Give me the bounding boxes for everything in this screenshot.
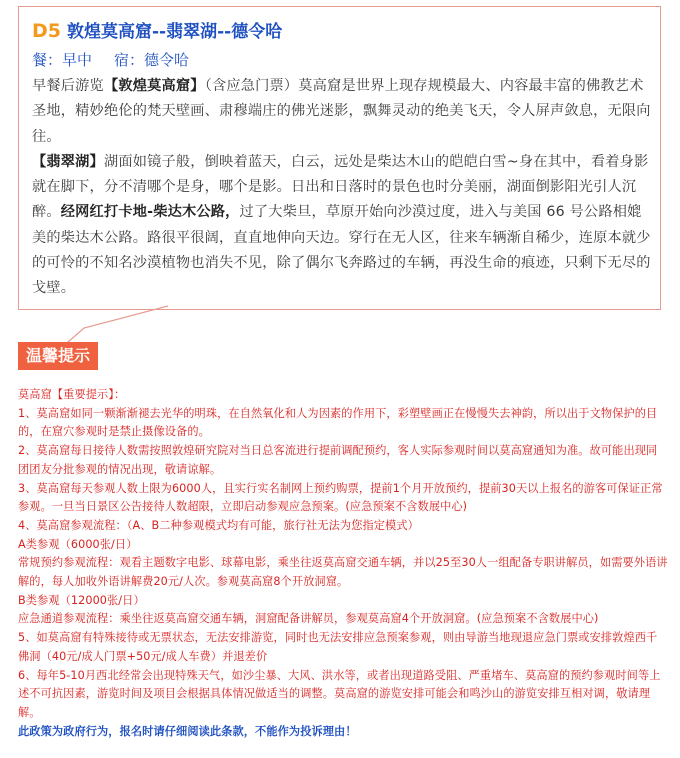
tips-badge: 温馨提示 (18, 342, 98, 370)
note-item: 2、莫高窟每日接待人数需按照敦煌研究院对当日总客流进行提前调配预约，客人实际参观时间以莫高窟通知为准。故可能出现同团团友分批参观的情况出现，敬请谅解。 (18, 444, 658, 476)
description-paragraph-2: 【翡翠湖】湖面如镜子般，倒映着蓝天，白云，远处是柴达木山的皑皑白雪~身在其中，看着身影就在脚下，分不清哪个是身，哪个是影。日出和日落时的景色也时分美丽，湖面倒影阳光引人沉醉。经网红打卡地-柴达木公路，过了大柴旦，草原开始向沙漠过度，进入与美国 66 号公路相媲美的柴达木公路。路很平很阔，直直地伸向天边。穿行在无人区，往来车辆渐自稀少，连原本就少的可怜的不知名沙漠植物也消失不见，除了偶尔飞奔路过的车辆，再没生命的痕迹，只剩下无尽的戈壁。 (32, 153, 651, 297)
description-paragraph-1: 早餐后游览【敦煌莫高窟】（含应急门票）莫高窟是世界上现存规模最大、内容最丰富的佛教艺术圣地，精妙绝伦的梵天壁画、肃穆端庄的佛光迷影，飘舞灵动的绝美飞天，令人屏声敛息，无限向往。 (32, 78, 651, 145)
policy-notice: 此政策为政府行为，报名时请仔细阅读此条款，不能作为投诉理由！ (18, 724, 357, 738)
note-item: 3、莫高窟每天参观人数上限为6000人，且实行实名制网上预约购票，提前1个月开放预约，提前30天以上报名的游客可保证正常参观。一旦当日景区公告接待人数超限，立即启动参观应急预案。(应急预案不含数展中心) (18, 481, 663, 514)
meal-label: 餐：早中 (32, 51, 93, 69)
stay-label: 宿：德令哈 (114, 51, 190, 69)
note-item: 5、如莫高窟有特殊接待或无票状态，无法安排游览，同时也无法安排应急预案参观，则由导游当地现退应急门票或安排敦煌西千佛洞（40元/成人门票+50元/成人车费）并退差价 (18, 631, 658, 663)
note-item: 应急通道参观流程：乘坐往返莫高窟交通车辆，洞窟配备讲解员，参观莫高窟4个开放洞窟。(应急预案不含数展中心) (18, 612, 599, 626)
mogao-highlight: 【敦煌莫高窟】 (103, 78, 205, 94)
notes-section (18, 386, 668, 741)
day-route: 敦煌莫高窟--翡翠湖--德令哈 (67, 22, 283, 42)
note-item: 6、每年5-10月西北经常会出现特殊天气，如沙尘暴、大风、洪水等，或者出现道路受阻、严重堵车、莫高窟的预约参观时间等上述不可抗因素，游览时间及项目会根据具体情况做适当的调整。莫高窟的游览安排可能会和鸣沙山的游览安排互相对调，敬请理解。 (18, 668, 661, 719)
day-description (32, 74, 652, 302)
feicui-highlight: 【翡翠湖】 (32, 153, 104, 170)
note-item: B类参观（12000张/日） (18, 593, 145, 607)
day-title (32, 20, 282, 43)
note-item: 4、莫高窟参观流程：（A、B二种参观模式均有可能，旅行社无法为您指定模式） (18, 518, 419, 532)
meal-stay-line (32, 50, 189, 70)
road-highlight: 经网红打卡地-柴达木公路， (60, 204, 240, 221)
note-item: 1、莫高窟如同一颗渐渐褪去光华的明珠，在自然氧化和人为因素的作用下，彩塑壁画正在慢慢失去神韵，所以出于文物保护的目的，在窟穴参观时是禁止摄像设备的。 (18, 406, 658, 439)
notes-heading: 莫高窟【重要提示】： (18, 388, 126, 401)
note-item: 常规预约参观流程：观看主题数字电影、球幕电影，乘坐往返莫高窟交通车辆，并以25至30人一组配备专职讲解员，如需要外语讲解的，每人加收外语讲解费20元/人次。参观莫高窟8个开放洞窟。 (18, 556, 668, 589)
day-number: D5 (32, 20, 61, 42)
note-item: A类参观（6000张/日） (18, 537, 138, 551)
itinerary-card (18, 6, 661, 310)
